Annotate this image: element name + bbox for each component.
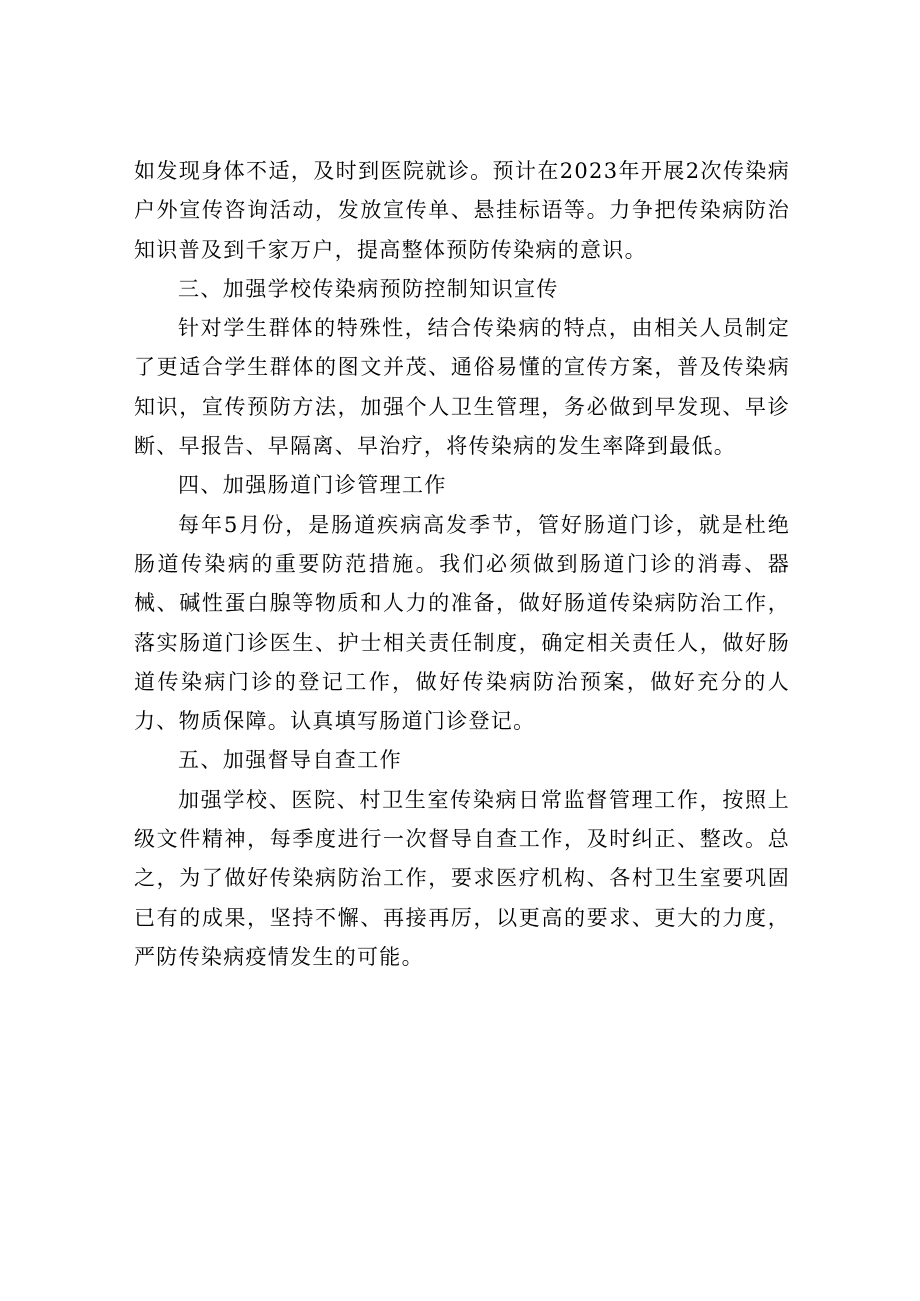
paragraph-section-4: 每年5月份，是肠道疾病高发季节，管好肠道门诊，就是杜绝肠道传染病的重要防范措施。我们必须做到肠道门诊的消毒、器械、碱性蛋白腺等物质和人力的准备，做好肠道传染病防治工作，落实肠道门诊医生、护士相关责任制度，确定相关责任人，做好肠道传染病门诊的登记工作，做好传染病防治预案，做好充分的人力、物质保障。认真填写肠道门诊登记。 — [134, 512, 790, 734]
section-heading-3: 三、加强学校传染病预防控制知识宣传 — [178, 276, 559, 301]
paragraph-continuation: 如发现身体不适，及时到医院就诊。预计在2023年开展2次传染病户外宣传咨询活动，发放宣传单、悬挂标语等。力争把传染病防治知识普及到千家万户，提高整体预防传染病的意识。 — [134, 159, 790, 262]
paragraph-section-5: 加强学校、医院、村卫生室传染病日常监督管理工作，按照上级文件精神，每季度进行一次督导自查工作，及时纠正、整改。总之，为了做好传染病防治工作，要求医疗机构、各村卫生室要巩固已有的成果，坚持不懈、再接再厉，以更高的要求、更大的力度，严防传染病疫情发生的可能。 — [134, 787, 790, 969]
paragraph-section-3: 针对学生群体的特殊性，结合传染病的特点，由相关人员制定了更适合学生群体的图文并茂、通俗易懂的宣传方案，普及传染病知识，宣传预防方法，加强个人卫生管理，务必做到早发现、早诊断、早报告、早隔离、早治疗，将传染病的发生率降到最低。 — [134, 316, 790, 459]
section-heading-5: 五、加强督导自查工作 — [178, 748, 402, 773]
document-body — [134, 152, 790, 977]
section-heading-4: 四、加强肠道门诊管理工作 — [178, 473, 447, 498]
